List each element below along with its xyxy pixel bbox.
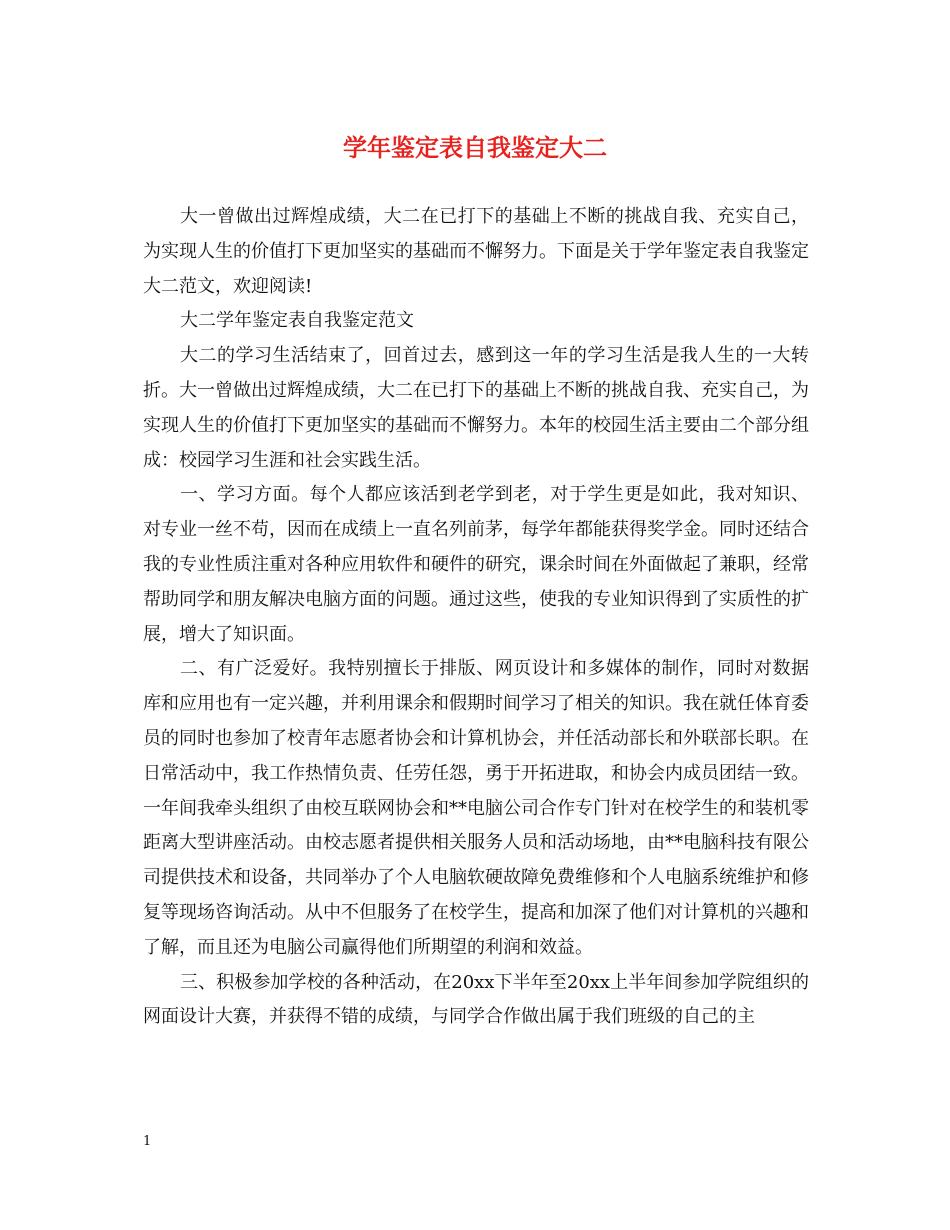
paragraph-study: 一、学习方面。每个人都应该活到老学到老，对于学生更是如此，我对知识、对专业一丝不苟，因而在成绩上一直名列前茅，每学年都能获得奖学金。同时还结合我的专业性质注重对各种应用软件和硬件的研究，课余时间在外面做起了兼职，经常帮助同学和朋友解决电脑方面的问题。通过这些，使我的专业知识得到了实质性的扩展，增大了知识面。 — [143, 484, 809, 645]
paragraph-summary: 大二的学习生活结束了，回首过去，感到这一年的学习生活是我人生的一大转折。大一曾做出过辉煌成绩，大二在已打下的基础上不断的挑战自我、充实自己，为实现人生的价值打下更加坚实的基础而不懈努力。本年的校园生活主要由二个部分组成：校园学习生涯和社会实践生活。 — [143, 345, 809, 471]
page-number: 1 — [143, 1134, 152, 1149]
paragraph-intro: 大一曾做出过辉煌成绩，大二在已打下的基础上不断的挑战自我、充实自己，为实现人生的价值打下更加坚实的基础而不懈努力。下面是关于学年鉴定表自我鉴定大二范文，欢迎阅读! — [143, 206, 809, 297]
paragraph-activities: 三、积极参加学校的各种活动，在20xx下半年至20xx上半年间参加学院组织的网面设计大赛，并获得不错的成绩，与同学合作做出属于我们班级的自己的主 — [143, 971, 809, 1028]
paragraph-hobbies: 二、有广泛爱好。我特别擅长于排版、网页设计和多媒体的制作，同时对数据库和应用也有一定兴趣，并利用课余和假期时间学习了相关的知识。我在就任体育委员的同时也参加了校青年志愿者协会和计算机协会，并任活动部长和外联部长职。在日常活动中，我工作热情负责、任劳任怨，勇于开拓进取，和协会内成员团结一致。一年间我牵头组织了由校互联网协会和**电脑公司合作专门针对在校学生的和装机零距离大型讲座活动。由校志愿者提供相关服务人员和活动场地，由**电脑科技有限公司提供技术和设备，共同举办了个人电脑软硬故障免费维修和个人电脑系统维护和修复等现场咨询活动。从中不但服务了在校学生，提高和加深了他们对计算机的兴趣和了解，而且还为电脑公司赢得他们所期望的利润和效益。 — [143, 658, 809, 958]
paragraph-subheading: 大二学年鉴定表自我鉴定范文 — [180, 310, 414, 332]
document-body — [143, 200, 809, 1035]
document-title: 学年鉴定表自我鉴定大二 — [343, 133, 607, 162]
